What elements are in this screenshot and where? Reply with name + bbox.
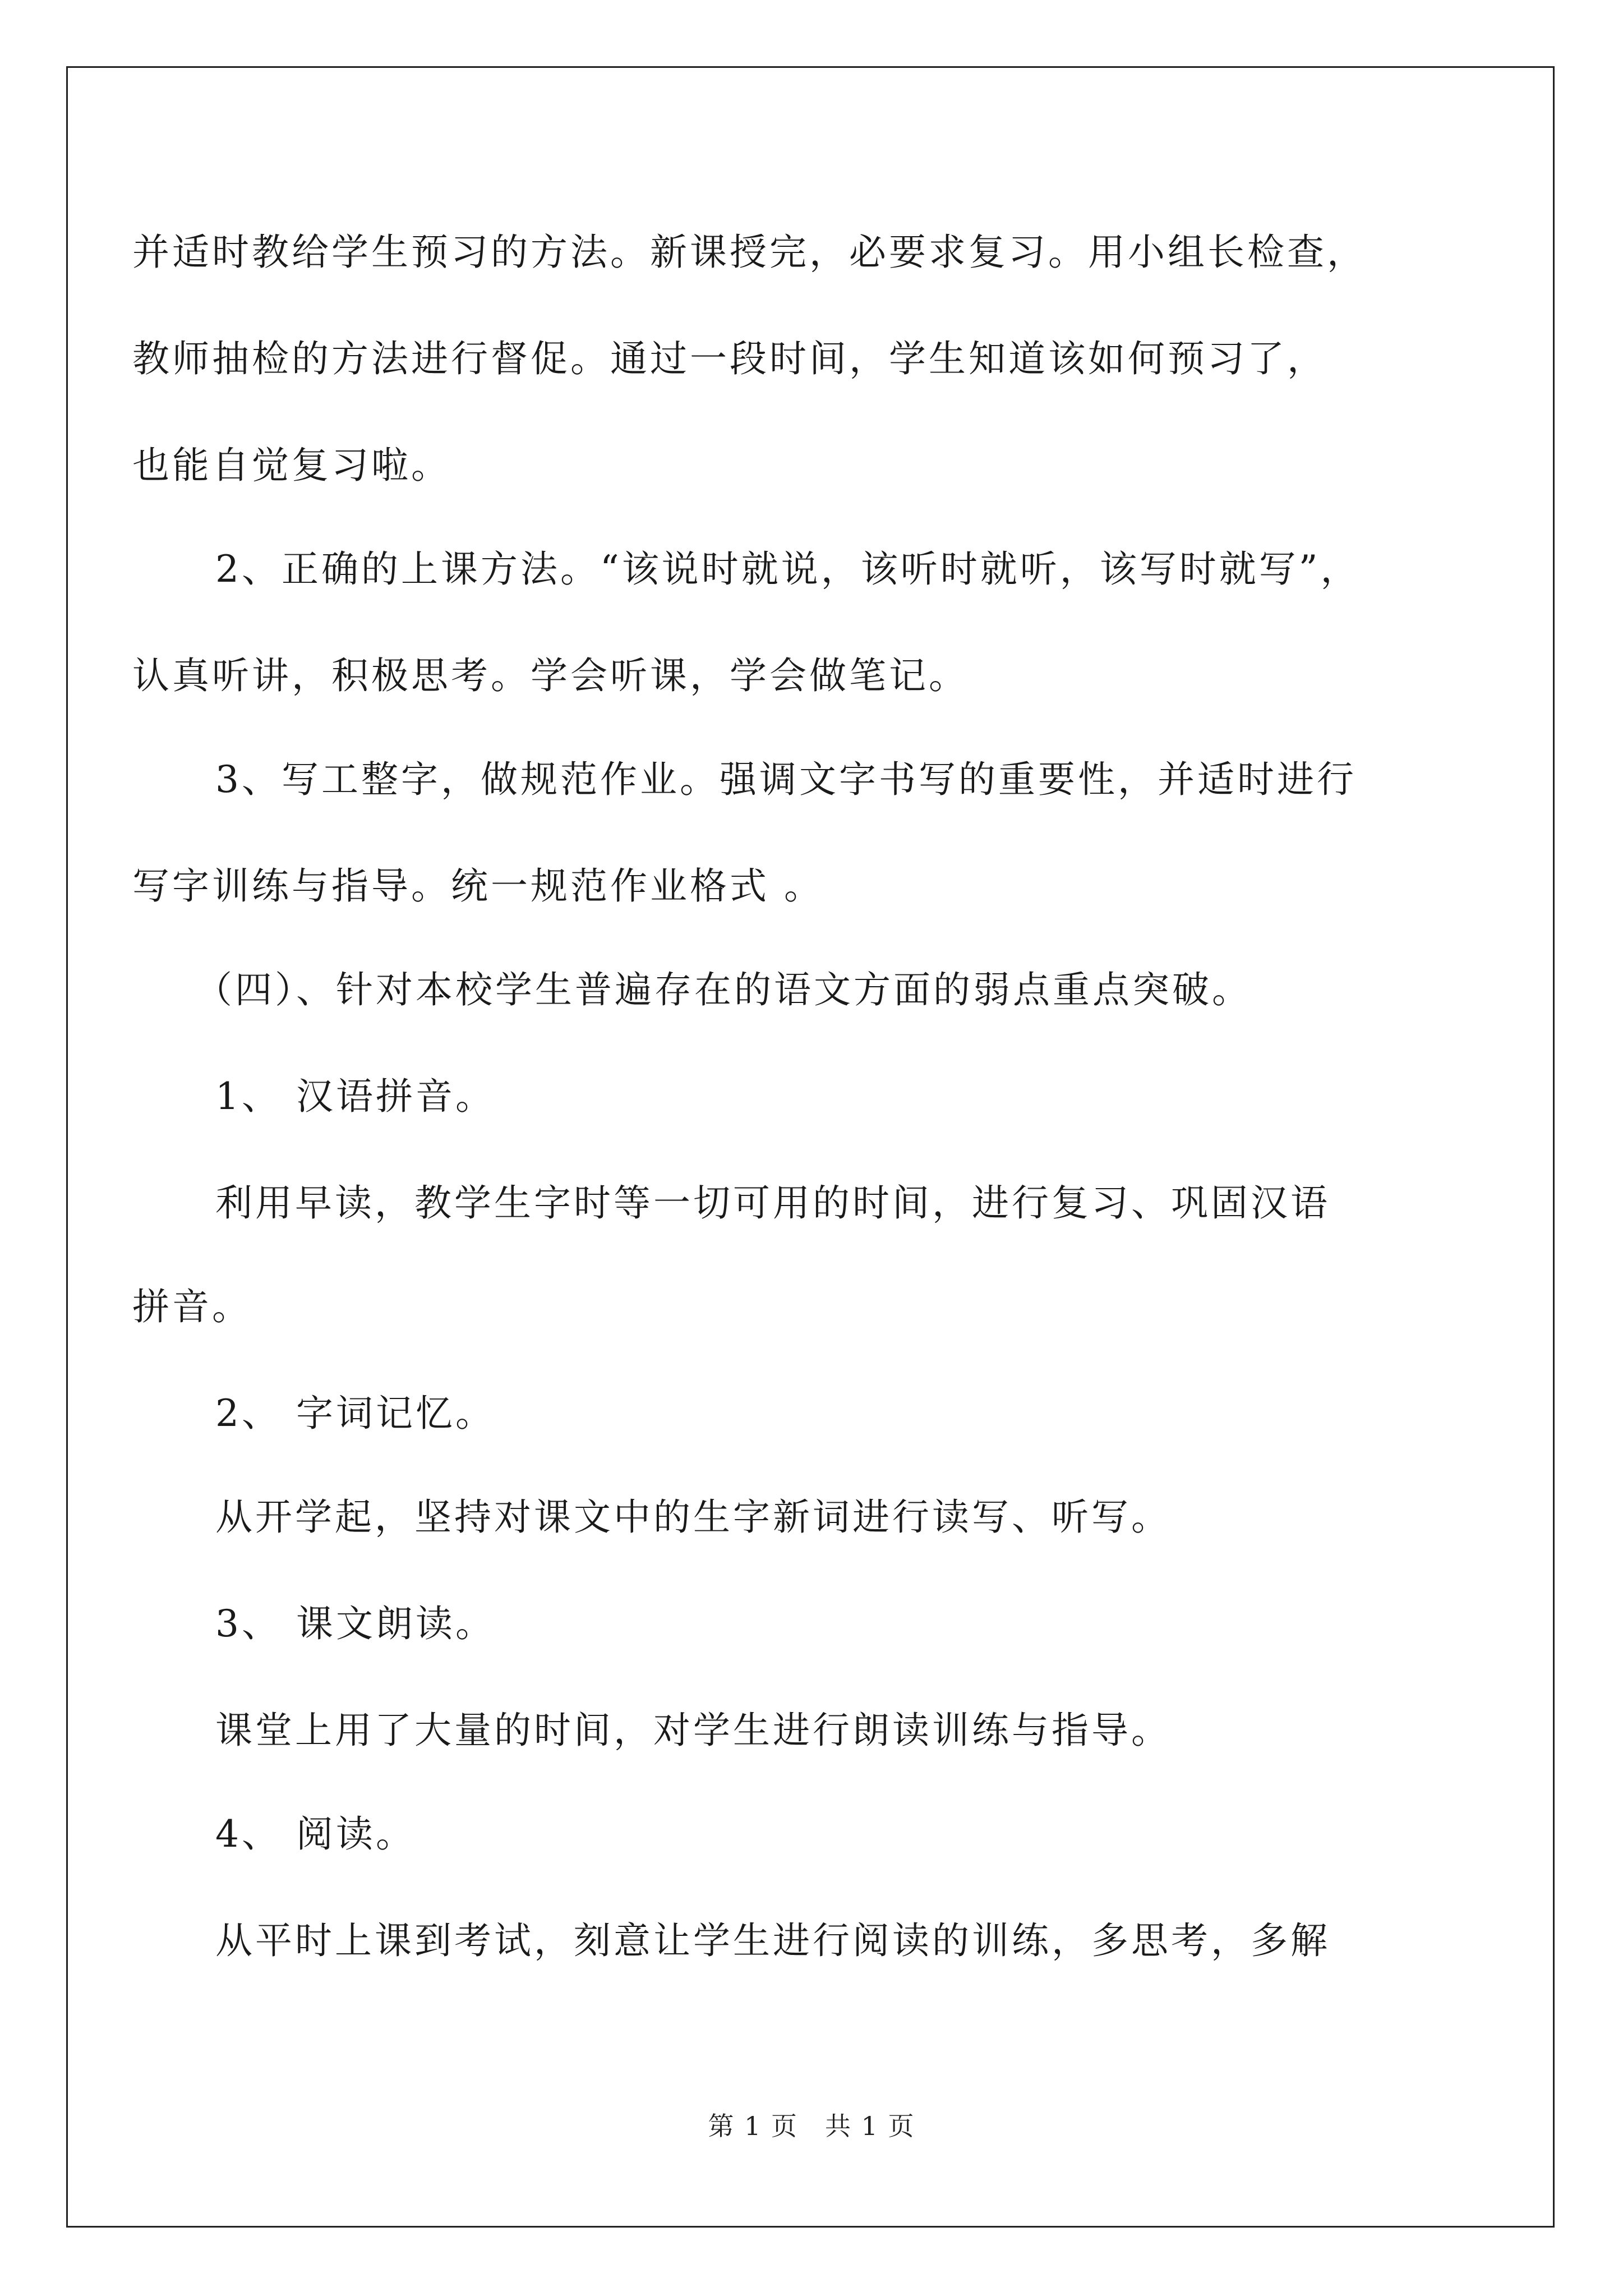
item-heading: 2、 字词记忆。 [215, 1392, 495, 1435]
item-heading: 3、 课文朗读。 [215, 1602, 495, 1645]
text-line: 3、写工整字，做规范作业。强调文字书写的重要性，并适时进行 [215, 758, 1357, 801]
page-number-footer: 第 1 页 共 1 页 [708, 2111, 915, 2141]
text-line: 2、正确的上课方法。“该说时就说，该听时就听，该写时就写”， [215, 547, 1361, 591]
text-line: 也能自觉复习啦。 [132, 444, 451, 487]
text-line: 课堂上用了大量的时间，对学生进行朗读训练与指导。 [215, 1709, 1171, 1752]
page-border [66, 66, 1555, 2228]
text-line: 利用早读，教学生字时等一切可用的时间，进行复习、巩固汉语 [215, 1181, 1330, 1225]
section-heading: （四）、针对本校学生普遍存在的语文方面的弱点重点突破。 [195, 968, 1252, 1011]
text-line: 拼音。 [132, 1285, 252, 1328]
text-line: 教师抽检的方法进行督促。通过一段时间，学生知道该如何预习了， [132, 337, 1327, 380]
text-line: 从平时上课到考试，刻意让学生进行阅读的训练，多思考，多解 [215, 1919, 1330, 1962]
item-heading: 1、 汉语拼音。 [215, 1075, 495, 1118]
text-line: 认真听讲，积极思考。学会听课，学会做笔记。 [132, 654, 969, 697]
text-line: 并适时教给学生预习的方法。新课授完，必要求复习。用小组长检查， [132, 231, 1367, 274]
text-line: 写字训练与指导。统一规范作业格式 。 [132, 864, 824, 908]
item-heading: 4、 阅读。 [215, 1812, 416, 1856]
text-line: 从开学起，坚持对课文中的生字新词进行读写、听写。 [215, 1496, 1171, 1539]
